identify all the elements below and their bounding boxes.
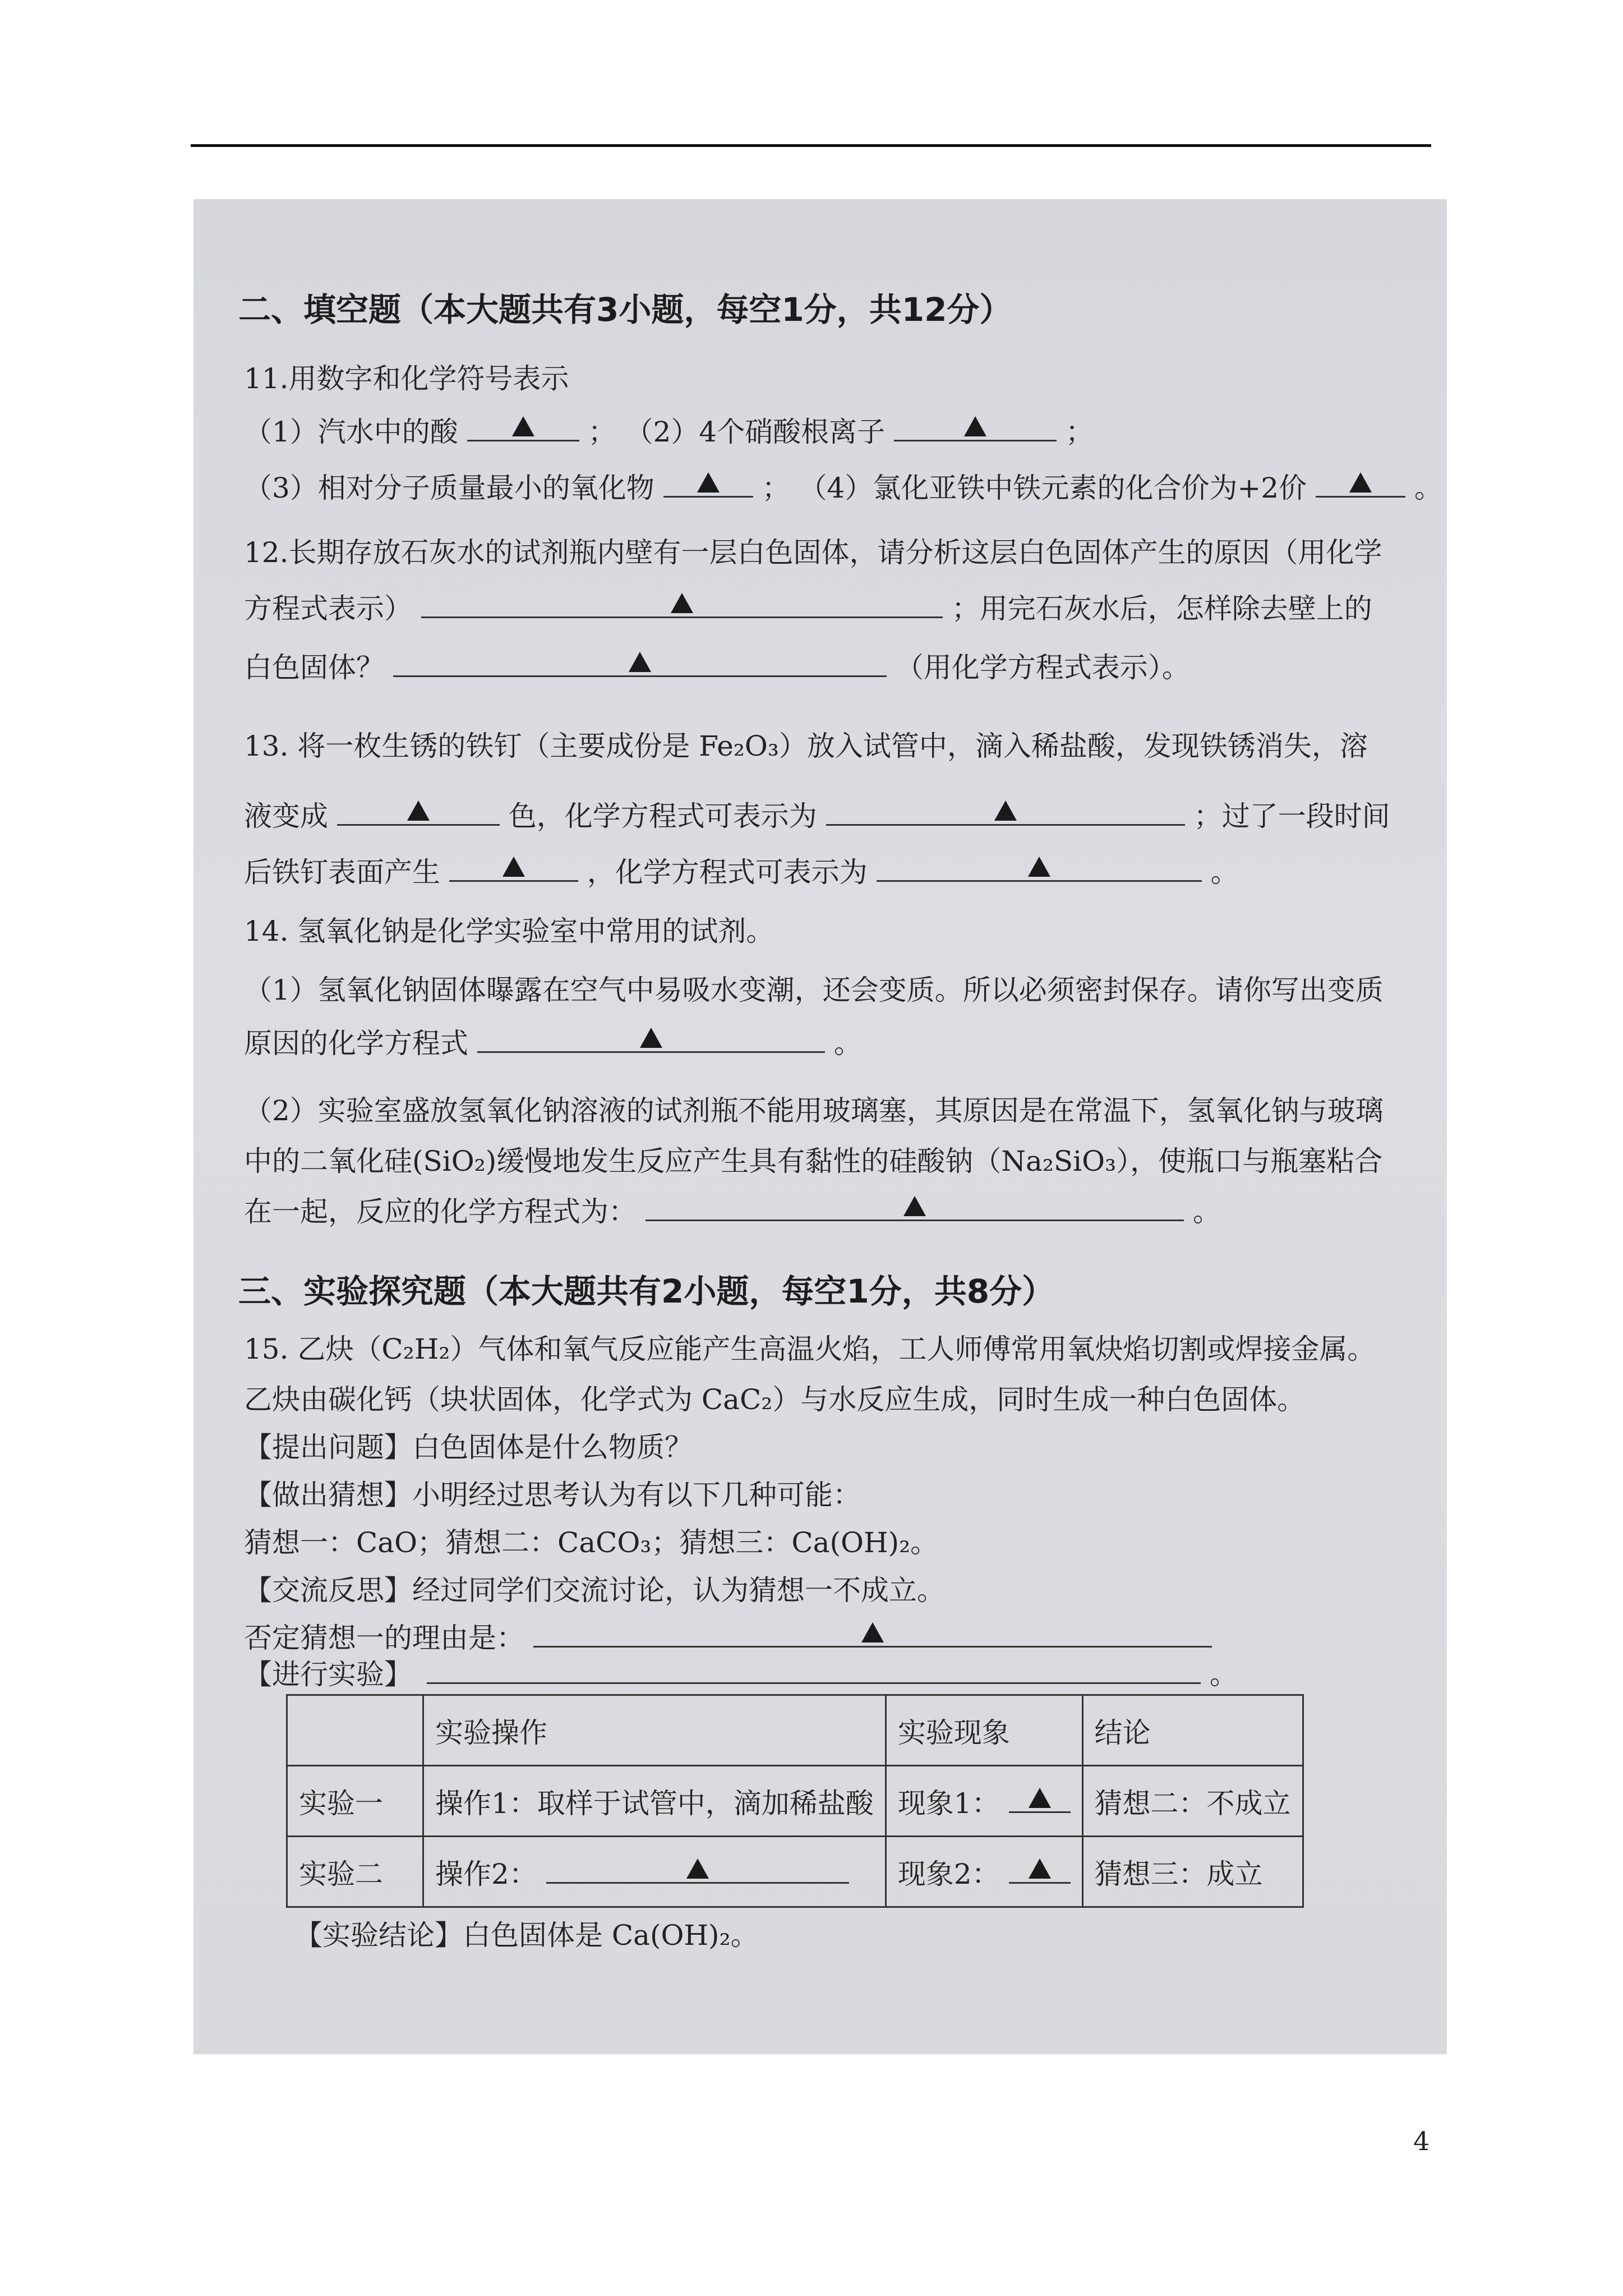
q14-p2-line2: 中的二氧化硅(SiO₂)缓慢地发生反应产生具有黏性的硅酸钠（Na₂SiO₃），使瓶口与瓶塞粘合 [244, 1145, 1383, 1177]
q14-p1-line2 [244, 1021, 862, 1061]
q11-p3-sep: ； [762, 472, 790, 504]
q12-line2 [244, 586, 1372, 627]
triangle-icon [512, 416, 534, 436]
q12-line2-post: ；用完石灰水后，怎样除去壁上的 [951, 592, 1372, 625]
answer-blank[interactable] [393, 646, 887, 678]
q15-guess-intro: 【做出猜想】小明经过思考认为有以下几种可能： [244, 1479, 861, 1511]
answer-blank-continued[interactable] [427, 1653, 1201, 1685]
answer-blank[interactable] [533, 1617, 1212, 1648]
triangle-icon [1029, 1858, 1051, 1879]
section2-title: 二、填空题（本大题共有3小题，每空1分，共12分） [238, 291, 1012, 329]
row-conclusion: 猜想二：不成立 [1082, 1766, 1303, 1837]
q14-p2-line3 [244, 1189, 1221, 1230]
experiment-table [286, 1694, 1304, 1908]
answer-blank[interactable] [467, 411, 579, 442]
operation-label: 操作2： [435, 1857, 537, 1890]
q15-reflect: 【交流反思】经过同学们交流讨论，认为猜想一不成立。 [244, 1574, 945, 1607]
q14-p2-line1: （2）实验室盛放氢氧化钠溶液的试剂瓶不能用玻璃塞，其原因是在常温下，氢氧化钠与玻璃 [244, 1094, 1384, 1127]
row-conclusion: 猜想三：成立 [1082, 1837, 1303, 1907]
q14-p1-line2-post: 。 [833, 1027, 862, 1060]
q11-p2-end: ； [1065, 416, 1094, 448]
page-number: 4 [1413, 2126, 1430, 2156]
q11-p4-end: 。 [1414, 472, 1442, 504]
triangle-icon [964, 416, 986, 436]
answer-blank[interactable] [477, 1022, 825, 1053]
q13-line3-mid: ，化学方程式可表示为 [587, 856, 868, 889]
table-header-row [287, 1695, 1303, 1766]
answer-blank[interactable] [1009, 1782, 1071, 1813]
table-header-cell: 实验操作 [423, 1695, 886, 1766]
q15-line1: 15. 乙炔（C₂H₂）气体和氧气反应能产生高温火焰，工人师傅常用氧炔焰切割或焊接金属。 [244, 1333, 1376, 1365]
q13-line2-pre: 液变成 [244, 800, 328, 832]
q11-line1 [244, 409, 1094, 450]
q15-line2: 乙炔由碳化钙（块状固体，化学式为 CaC₂）与水反应生成，同时生成一种白色固体。 [244, 1383, 1306, 1416]
q12-line3 [244, 645, 1190, 685]
q14-p2-line3-pre: 在一起，反应的化学方程式为： [244, 1195, 637, 1228]
triangle-icon [1029, 1788, 1051, 1808]
triangle-icon [502, 857, 525, 877]
header-rule [191, 144, 1431, 147]
q13-line3 [244, 850, 1239, 890]
q11-p1-sep: ； [588, 416, 616, 448]
exam-photo [193, 199, 1447, 2054]
answer-blank[interactable] [449, 851, 578, 882]
answer-blank[interactable] [1009, 1852, 1071, 1884]
q13-line2-post: ；过了一段时间 [1193, 800, 1390, 832]
q14-p2-line3-post: 。 [1192, 1195, 1221, 1228]
q11-p2: （2）4个硝酸根离子 [625, 416, 886, 448]
triangle-icon [1028, 857, 1050, 877]
answer-blank[interactable] [421, 587, 943, 619]
table-header-cell: 结论 [1082, 1695, 1303, 1766]
row-operation [423, 1837, 886, 1907]
q13-line2-mid: 色，化学方程式可表示为 [508, 800, 817, 832]
answer-blank[interactable] [645, 1190, 1184, 1222]
table-header-cell [287, 1695, 423, 1766]
table-row [287, 1766, 1303, 1837]
answer-blank[interactable] [546, 1852, 849, 1884]
q15-reject-label: 否定猜想一的理由是： [244, 1622, 524, 1654]
row-observation [886, 1766, 1082, 1837]
section3-title: 三、实验探究题（本大题共有2小题，每空1分，共8分） [238, 1272, 1055, 1310]
table-header-cell: 实验现象 [886, 1695, 1082, 1766]
q15-guesses: 猜想一：CaO；猜想二：CaCO₃；猜想三：Ca(OH)₂。 [244, 1526, 939, 1559]
triangle-icon [994, 800, 1017, 821]
q15-reject-end: 。 [1209, 1658, 1238, 1691]
q11-p1: （1）汽水中的酸 [244, 416, 458, 448]
q12-line3-pre: 白色固体？ [244, 651, 384, 684]
triangle-icon [640, 1028, 662, 1048]
q15-question: 【提出问题】白色固体是什么物质？ [244, 1431, 693, 1464]
answer-blank[interactable] [826, 795, 1185, 826]
q15-reject-line2 [244, 1652, 1265, 1692]
answer-blank[interactable] [894, 411, 1057, 442]
q13-line2 [244, 794, 1390, 834]
triangle-icon [629, 652, 651, 672]
q15-experiment-label: 【进行实验】 [244, 1658, 412, 1691]
triangle-icon [671, 593, 693, 613]
triangle-icon [697, 472, 720, 493]
q14-stem: 14. 氢氧化钠是化学实验室中常用的试剂。 [244, 915, 774, 947]
row-name: 实验一 [287, 1766, 423, 1837]
triangle-icon [861, 1622, 884, 1642]
q14-p1-line2-pre: 原因的化学方程式 [244, 1027, 468, 1060]
q13-line1: 13. 将一枚生锈的铁钉（主要成份是 Fe₂O₃）放入试管中，滴入稀盐酸，发现铁锈消失，溶 [244, 730, 1368, 762]
q12-line3-post: （用化学方程式表示）。 [895, 651, 1190, 684]
q15-reject [244, 1616, 1212, 1656]
triangle-icon [686, 1858, 709, 1879]
q12-line1: 12.长期存放石灰水的试剂瓶内壁有一层白色固体，请分析这层白色固体产生的原因（用化学 [244, 536, 1382, 569]
row-observation [886, 1837, 1082, 1907]
triangle-icon [903, 1196, 926, 1216]
triangle-icon [1349, 472, 1372, 493]
q12-line2-pre: 方程式表示） [244, 592, 412, 625]
q13-line3-pre: 后铁钉表面产生 [244, 856, 440, 889]
q14-p1-line1: （1）氢氧化钠固体曝露在空气中易吸水变潮，还会变质。所以必须密封保存。请你写出变质 [244, 974, 1384, 1006]
q11-line2 [244, 466, 1442, 506]
answer-blank[interactable] [337, 795, 500, 826]
q11-p4: （4）氯化亚铁中铁元素的化合价为+2价 [799, 472, 1307, 504]
q11-stem: 11.用数字和化学符号表示 [244, 362, 569, 395]
q15-conclusion: 【实验结论】白色固体是 Ca(OH)₂。 [294, 1919, 759, 1952]
q11-p3: （3）相对分子质量最小的氧化物 [244, 472, 654, 504]
q13-line3-post: 。 [1210, 856, 1239, 889]
row-operation: 操作1：取样于试管中，滴加稀盐酸 [423, 1766, 886, 1837]
answer-blank[interactable] [663, 467, 753, 498]
answer-blank[interactable] [1316, 467, 1405, 498]
row-name: 实验二 [287, 1837, 423, 1907]
observation-label: 现象1： [897, 1787, 1000, 1820]
table-row [287, 1837, 1303, 1907]
triangle-icon [407, 800, 430, 821]
answer-blank[interactable] [877, 851, 1202, 882]
observation-label: 现象2： [897, 1857, 1000, 1890]
